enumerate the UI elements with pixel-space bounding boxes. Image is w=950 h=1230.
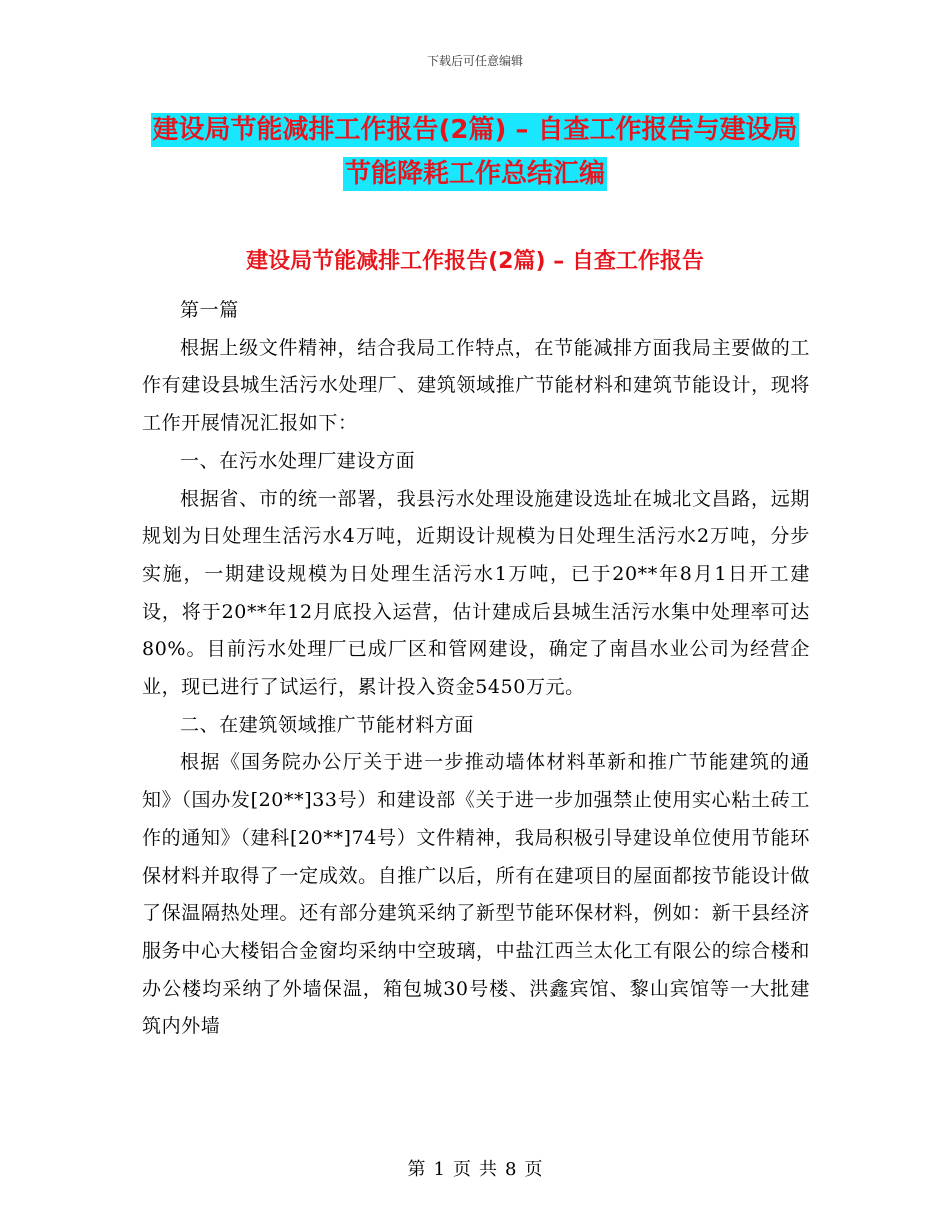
document-title-text: 建设局节能减排工作报告(2篇) – 自查工作报告与建设局节能降耗工作总结汇编 [152, 115, 798, 189]
header-note: 下载后可任意编辑 [426, 54, 523, 68]
paragraph: 一、在污水处理厂建设方面 [180, 449, 416, 472]
page-number: 1 [433, 1159, 445, 1180]
paragraph: 二、在建筑领域推广节能材料方面 [180, 713, 475, 736]
paragraph: 根据《国务院办公厅关于进一步推动墙体材料革新和推广节能建筑的通知》（国办发[20**]33号）和建设部《关于进一步加强禁止使用实心粘土砖工作的通知》（建科[20**]74号）文件精神，我局积极引导建设单位使用节能环保材料并取得了一定成效。自推广以后，所有在建项目的屋面都按节能设计做了保温隔热处理。还有部分建筑采纳了新型节能环保材料，例如：新干县经济服务中心大楼铝合金窗均采纳中空玻璃，中盐江西兰太化工有限公的综合楼和办公楼均采纳了外墙保温，箱包城30号楼、洪鑫宾馆、黎山宾馆等一大批建筑内外墙 [142, 751, 810, 1038]
document-title [140, 108, 810, 196]
page-footer [0, 1155, 950, 1181]
paragraph: 第一篇 [180, 299, 239, 321]
footer-prefix: 第 [407, 1159, 426, 1180]
paragraph: 根据上级文件精神，结合我局工作特点，在节能减排方面我局主要做的工作有建设县城生活污水处理厂、建筑领域推广节能材料和建筑节能设计，现将工作开展情况汇报如下： [142, 336, 810, 435]
footer-mid: 页 [453, 1159, 471, 1180]
footer-suffix: 页 [524, 1159, 543, 1180]
footer-total-prefix: 共 [479, 1159, 497, 1180]
total-pages: 8 [505, 1159, 517, 1180]
document-body [142, 292, 810, 1046]
section-title: 建设局节能减排工作报告(2篇) – 自查工作报告 [246, 249, 704, 274]
paragraph: 根据省、市的统一部署，我县污水处理设施建设选址在城北文昌路，远期规划为日处理生活污水4万吨，近期设计规模为日处理生活污水2万吨，分步实施，一期建设规模为日处理生活污水1万吨，已于20**年8月1日开工建设，将于20**年12月底投入运营，估计建成后县城生活污水集中处理率可达80%。目前污水处理厂已成厂区和管网建设，确定了南昌水业公司为经营企业，现已进行了试运行，累计投入资金5450万元。 [142, 487, 810, 699]
